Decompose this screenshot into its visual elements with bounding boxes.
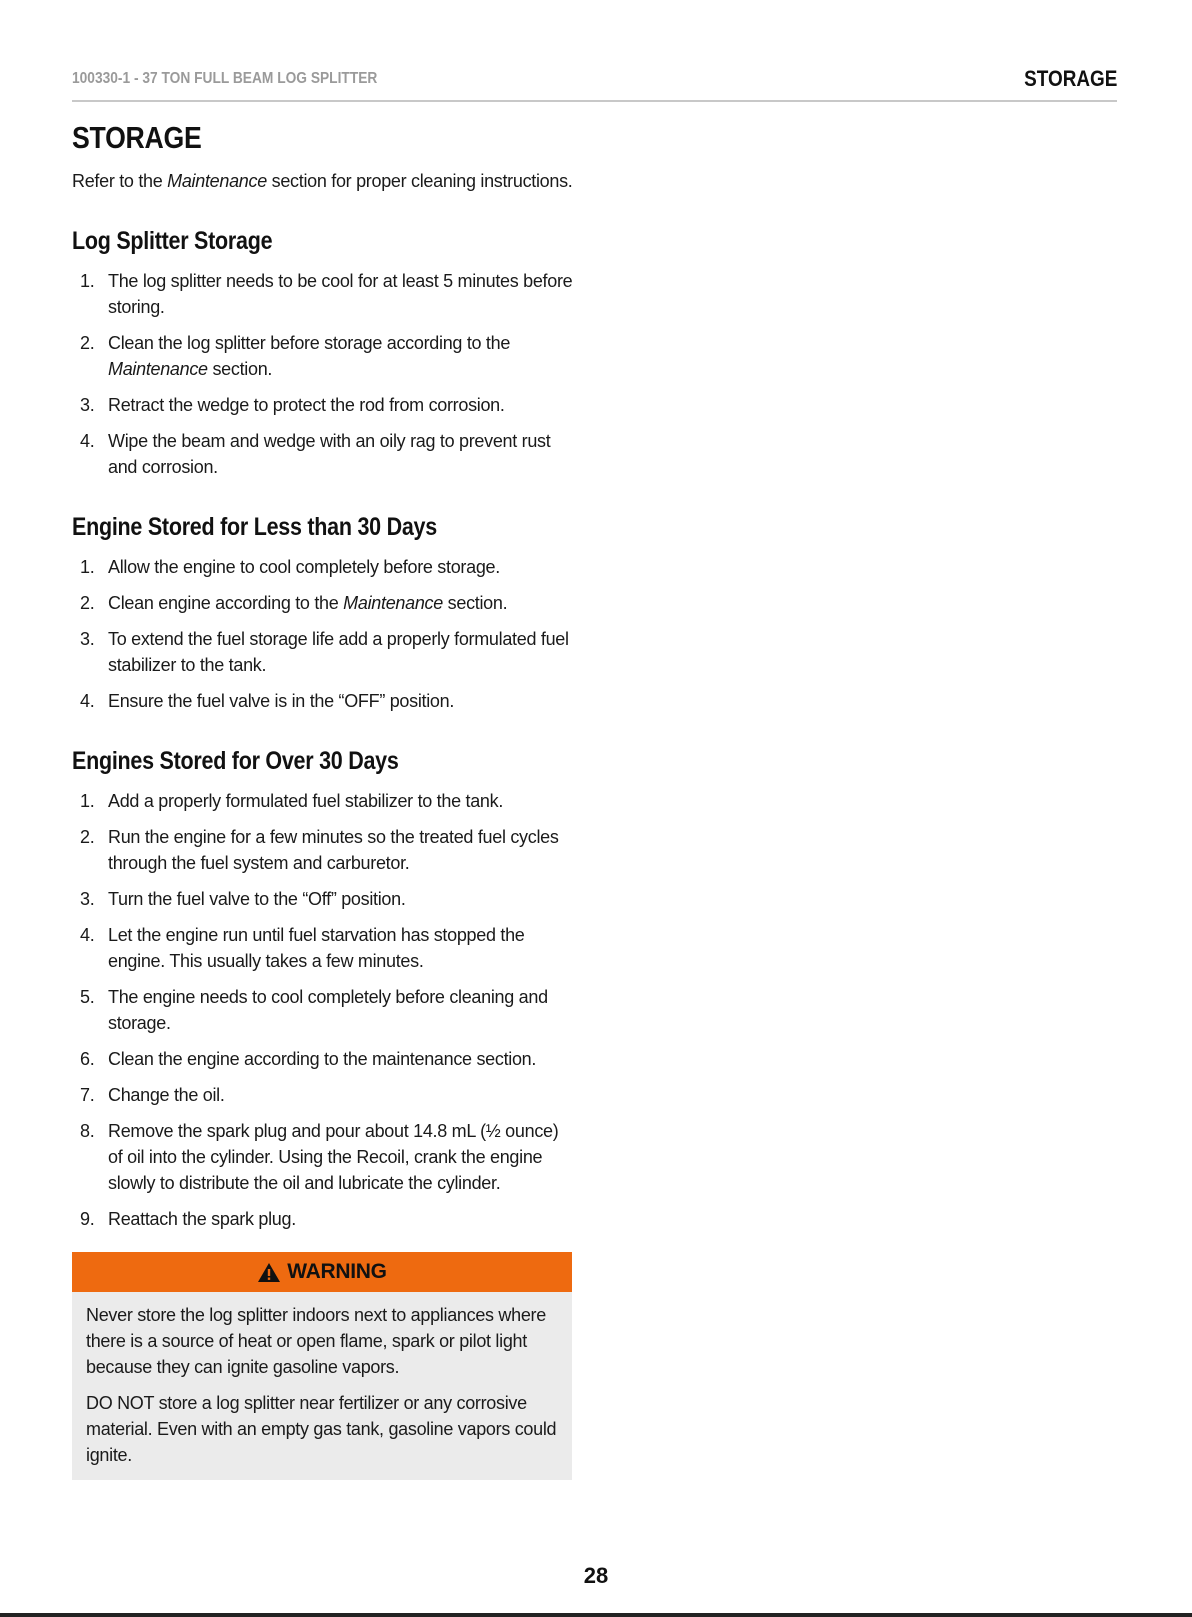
- step-list: [72, 268, 577, 480]
- warning-triangle-icon: [257, 1262, 281, 1283]
- list-item: 6. Clean the engine according to the maintenance section.: [80, 1049, 537, 1069]
- document-id: 100330-1 - 37 TON FULL BEAM LOG SPLITTER: [72, 70, 378, 87]
- step-list: [72, 554, 577, 714]
- list-item: 1. Add a properly formulated fuel stabilizer to the tank.: [80, 791, 504, 811]
- section-heading-engine-less-than-30-days: Engine Stored for Less than 30 Days: [72, 513, 437, 541]
- warning-label: WARNING: [287, 1260, 387, 1283]
- list-item: 3. To extend the fuel storage life add a properly formulated fuel stabilizer to the tank.: [80, 629, 569, 675]
- bottom-rule: [0, 1613, 1192, 1617]
- list-item: 1. Allow the engine to cool completely before storage.: [80, 557, 500, 577]
- list-item: 4. Wipe the beam and wedge with an oily rag to prevent rust and corrosion.: [80, 431, 551, 477]
- warning-paragraph: DO NOT store a log splitter near fertilizer or any corrosive material. Even with an empty gas tank, gasoline vapors could ignite.: [86, 1393, 557, 1465]
- warning-header: [72, 1252, 572, 1292]
- list-item: 2. Clean engine according to the Maintenance section.: [80, 593, 508, 613]
- list-item: 3. Retract the wedge to protect the rod from corrosion.: [80, 395, 505, 415]
- page-header: [72, 64, 1117, 102]
- list-item: 5. The engine needs to cool completely before cleaning and storage.: [80, 987, 548, 1033]
- section-heading-log-splitter-storage: Log Splitter Storage: [72, 227, 273, 255]
- list-item: 8. Remove the spark plug and pour about 14.8 mL (½ ounce) of oil into the cylinder. Using the Recoil, crank the engine slowly to distribute the oil and lubricate the cylinder.: [80, 1121, 559, 1193]
- list-item: 1. The log splitter needs to be cool for at least 5 minutes before storing.: [80, 271, 573, 317]
- list-item: 7. Change the oil.: [80, 1085, 225, 1105]
- step-list: [72, 788, 577, 1232]
- page-number: 28: [583, 1563, 609, 1588]
- list-item: 2. Run the engine for a few minutes so the treated fuel cycles through the fuel system and carburetor.: [80, 827, 559, 873]
- warning-body: [72, 1292, 572, 1480]
- list-item: 4. Let the engine run until fuel starvation has stopped the engine. This usually takes a few minutes.: [80, 925, 525, 971]
- warning-box: [72, 1252, 572, 1480]
- intro-text: Refer to the Maintenance section for proper cleaning instructions.: [72, 171, 573, 191]
- list-item: 2. Clean the log splitter before storage according to the Maintenance section.: [80, 333, 511, 379]
- page-title: STORAGE: [72, 120, 202, 155]
- list-item: 3. Turn the fuel valve to the “Off” position.: [80, 889, 406, 909]
- header-section-label: STORAGE: [1023, 66, 1117, 91]
- warning-paragraph: Never store the log splitter indoors next to appliances where there is a source of heat or open flame, spark or pilot light because they can ignite gasoline vapors.: [86, 1305, 546, 1377]
- section-heading-engines-over-30-days: Engines Stored for Over 30 Days: [72, 747, 399, 775]
- list-item: 4. Ensure the fuel valve is in the “OFF” position.: [80, 691, 455, 711]
- maintenance-reference: Maintenance: [167, 171, 267, 191]
- main-content: [72, 118, 577, 1480]
- list-item: 9. Reattach the spark plug.: [80, 1209, 296, 1229]
